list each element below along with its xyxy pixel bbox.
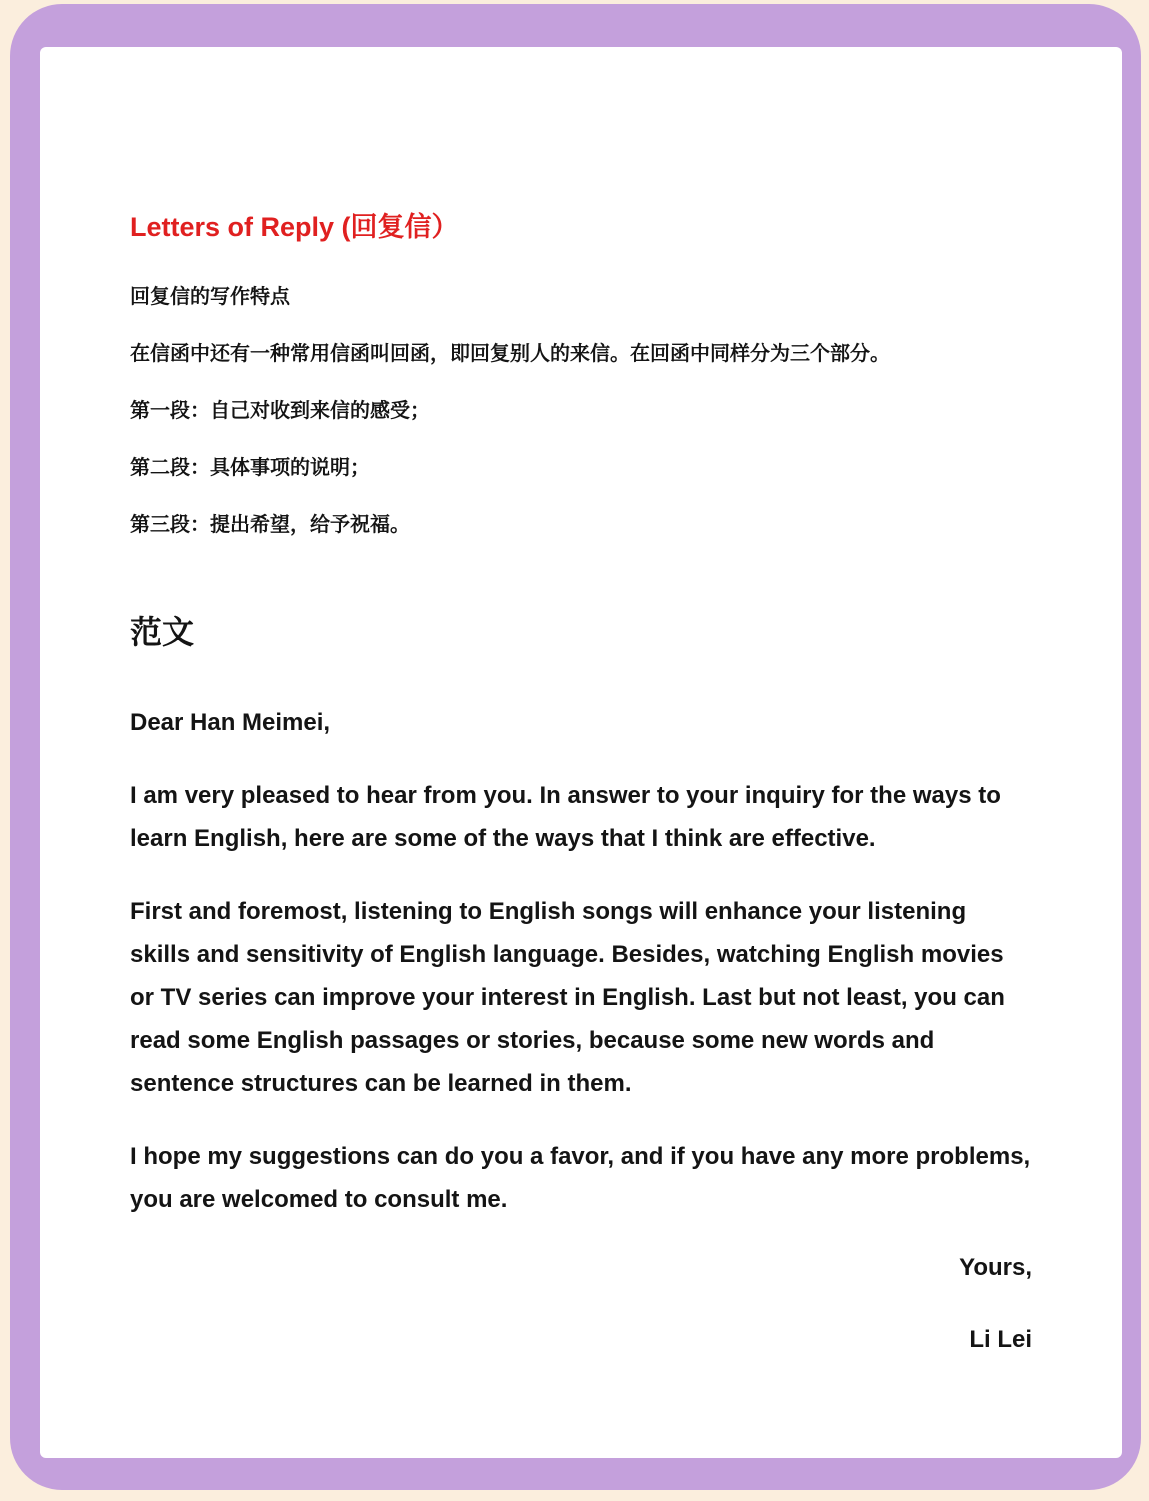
content-card	[40, 47, 1122, 1458]
letter-paragraph-2: First and foremost, listening to English songs will enhance your listening skills and sensitivity of English language. Besides, watching English movies or TV series can improve your interest in English. Last but not least, you can read some English passages or stories, because some new words and sentence structures can be learned in them.	[130, 898, 1005, 1097]
notes-intro: 在信函中还有一种常用信函叫回函，即回复别人的来信。在回函中同样分为三个部分。	[130, 343, 890, 365]
letter-closing: Yours,	[959, 1254, 1032, 1281]
letter-paragraph-3: I hope my suggestions can do you a favor, and if you have any more problems, you are welcomed to consult me.	[130, 1143, 1031, 1213]
decorative-purple-frame	[10, 4, 1141, 1490]
letter-salutation: Dear Han Meimei,	[130, 709, 331, 736]
letter-signature: Li Lei	[969, 1326, 1032, 1353]
notes-point-3: 第三段：提出希望，给予祝福。	[130, 514, 410, 536]
notes-point-2: 第二段：具体事项的说明；	[130, 457, 370, 479]
notes-point-1: 第一段：自己对收到来信的感受；	[130, 400, 430, 422]
sample-essay-heading: 范文	[130, 614, 195, 650]
notes-heading: 回复信的写作特点	[130, 286, 290, 308]
letter-paragraph-1: I am very pleased to hear from you. In answer to your inquiry for the ways to learn English, here are some of the ways that I think are effective.	[130, 782, 1001, 852]
page-title: Letters of Reply (回复信）	[130, 212, 459, 242]
